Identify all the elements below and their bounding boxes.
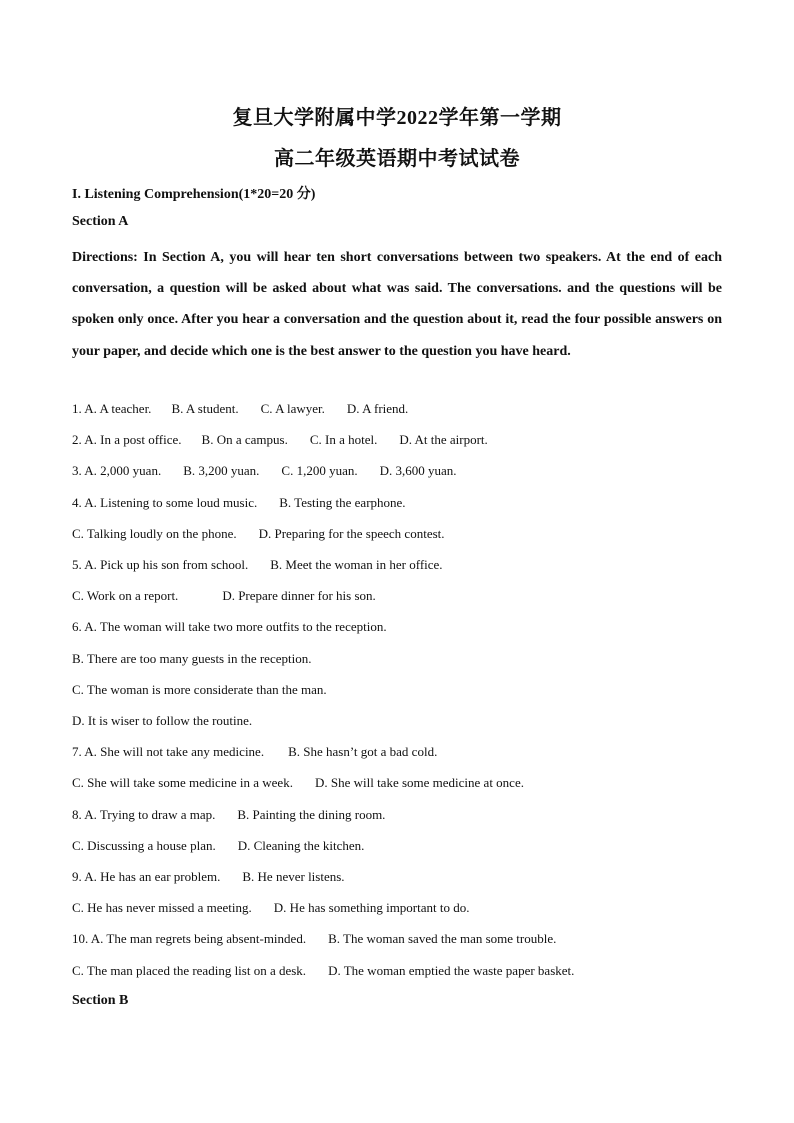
q2-option-b: B. On a campus. bbox=[201, 432, 288, 447]
q4-option-a: 4. A. Listening to some loud music. bbox=[72, 495, 258, 510]
section-b-heading: Section B bbox=[72, 993, 129, 1008]
q5-option-d: D. Prepare dinner for his son. bbox=[222, 588, 376, 603]
q6-option-d: D. It is wiser to follow the routine. bbox=[72, 713, 253, 728]
q9-option-c: C. He has never missed a meeting. bbox=[72, 900, 252, 915]
q3-option-c: C. 1,200 yuan. bbox=[281, 463, 358, 478]
q3-option-b: B. 3,200 yuan. bbox=[183, 463, 260, 478]
section-a-heading: Section A bbox=[72, 214, 129, 229]
q1-option-b: B. A student. bbox=[171, 401, 239, 416]
q5-option-a: 5. A. Pick up his son from school. bbox=[72, 557, 249, 572]
q4-option-b: B. Testing the earphone. bbox=[279, 495, 406, 510]
question-9-row-2 bbox=[72, 900, 470, 916]
q5-option-b: B. Meet the woman in her office. bbox=[270, 557, 443, 572]
q5-option-c: C. Work on a report. bbox=[72, 588, 179, 603]
question-4-row-2 bbox=[72, 526, 445, 542]
q1-option-d: D. A friend. bbox=[346, 401, 409, 416]
question-10-row-1 bbox=[72, 931, 556, 947]
question-7-row-2 bbox=[72, 775, 524, 791]
part-heading: I. Listening Comprehension(1*20=20 分) bbox=[72, 187, 316, 202]
q7-option-b: B. She hasn’t got a bad cold. bbox=[288, 744, 438, 759]
question-5-row-1 bbox=[72, 557, 443, 573]
question-2 bbox=[72, 432, 488, 448]
q6-option-b: B. There are too many guests in the reception. bbox=[72, 651, 312, 666]
question-1 bbox=[72, 401, 408, 417]
q9-option-d: D. He has something important to do. bbox=[273, 900, 470, 915]
question-10-row-2 bbox=[72, 963, 574, 979]
question-8-row-2 bbox=[72, 838, 364, 854]
q2-option-c: C. In a hotel. bbox=[309, 432, 378, 447]
question-7-row-1 bbox=[72, 744, 437, 760]
q9-option-b: B. He never listens. bbox=[242, 869, 345, 884]
directions-paragraph: Directions: In Section A, you will hear ten short conversations between two speakers. At the end of each conversation, a question will be asked about what was said. The conversations. and the questions will be spoken only once. After you hear a conversation and the question about it, read the four possible answers on your paper, and decide which one is the best answer to the question you have heard. bbox=[72, 250, 722, 359]
question-4-row-1 bbox=[72, 495, 406, 511]
exam-school-title: 复旦大学附属中学2022学年第一学期 bbox=[232, 107, 562, 129]
q7-option-d: D. She will take some medicine at once. bbox=[314, 775, 524, 790]
question-3 bbox=[72, 463, 457, 479]
q8-option-a: 8. A. Trying to draw a map. bbox=[72, 807, 216, 822]
q4-option-d: D. Preparing for the speech contest. bbox=[258, 526, 445, 541]
q10-option-d: D. The woman emptied the waste paper basket. bbox=[328, 963, 575, 978]
q9-option-a: 9. A. He has an ear problem. bbox=[72, 869, 221, 884]
q8-option-b: B. Painting the dining room. bbox=[237, 807, 386, 822]
question-8-row-1 bbox=[72, 807, 385, 823]
question-9-row-1 bbox=[72, 869, 345, 885]
question-5-row-2 bbox=[72, 588, 376, 604]
q3-option-d: D. 3,600 yuan. bbox=[379, 463, 457, 478]
q10-option-a: 10. A. The man regrets being absent-minded. bbox=[72, 931, 307, 946]
q4-option-c: C. Talking loudly on the phone. bbox=[72, 526, 237, 541]
q3-option-a: 3. A. 2,000 yuan. bbox=[72, 463, 162, 478]
q2-option-d: D. At the airport. bbox=[399, 432, 488, 447]
q7-option-a: 7. A. She will not take any medicine. bbox=[72, 744, 265, 759]
q10-option-c: C. The man placed the reading list on a desk. bbox=[72, 963, 307, 978]
q8-option-c: C. Discussing a house plan. bbox=[72, 838, 216, 853]
q8-option-d: D. Cleaning the kitchen. bbox=[237, 838, 365, 853]
q1-option-a: 1. A. A teacher. bbox=[72, 401, 152, 416]
q6-option-a: 6. A. The woman will take two more outfits to the reception. bbox=[72, 619, 387, 634]
exam-paper-title: 高二年级英语期中考试试卷 bbox=[274, 148, 520, 170]
q2-option-a: 2. A. In a post office. bbox=[72, 432, 182, 447]
q1-option-c: C. A lawyer. bbox=[260, 401, 325, 416]
q10-option-b: B. The woman saved the man some trouble. bbox=[328, 931, 557, 946]
q7-option-c: C. She will take some medicine in a week. bbox=[72, 775, 293, 790]
q6-option-c: C. The woman is more considerate than the man. bbox=[72, 682, 327, 697]
